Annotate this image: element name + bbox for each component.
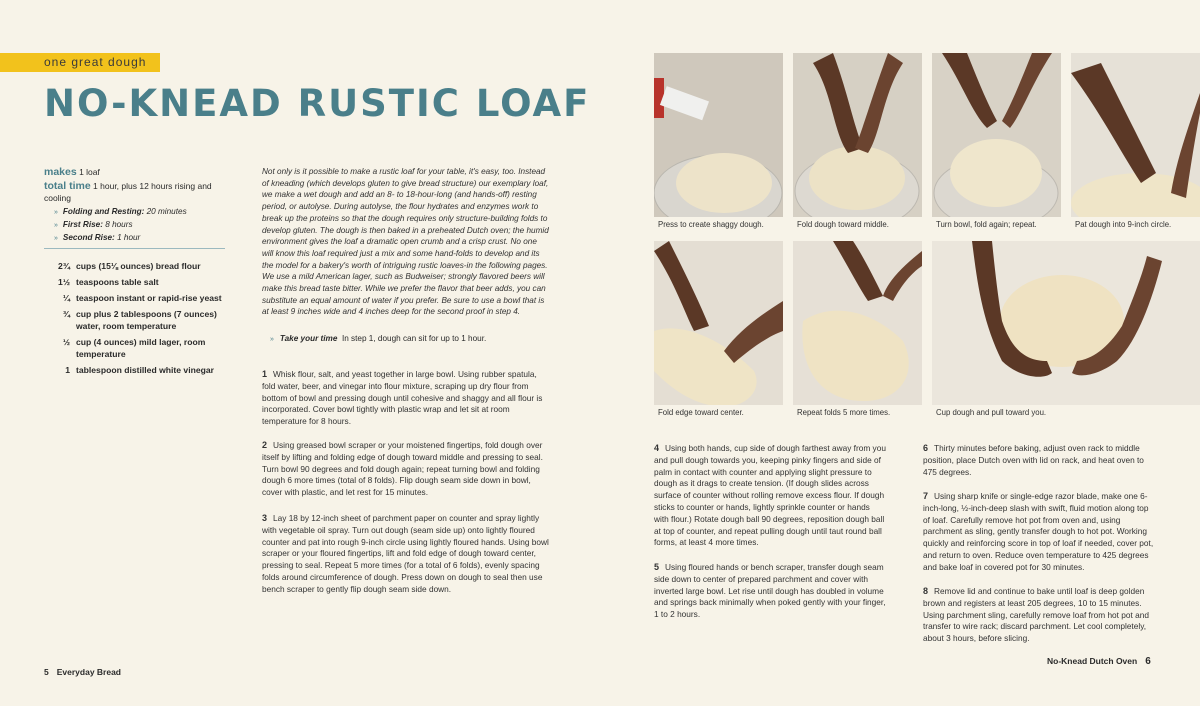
divider xyxy=(44,248,225,249)
ingredient-item xyxy=(44,292,234,304)
ingredient-text: cup (4 ounces) mild lager, room temperature xyxy=(76,337,206,359)
ingredient-qty: ½ xyxy=(62,337,70,347)
photo-caption: Press to create shaggy dough. xyxy=(654,217,783,233)
makes-value: 1 loaf xyxy=(79,167,100,177)
step-text: Remove lid and continue to bake until loaf is deep golden brown and registers at least 205 degrees, 10 to 15 minutes. Using parchment sling, carefully remove loaf from hot pot and transfer to wire rack; discard parchment. Let cool completely, about 3 hours, before slicing. xyxy=(923,586,1149,644)
step-text: Using greased bowl scraper or your moistened fingertips, fold dough over itself by lifting and folding edge of dough toward middle and pressing to seal. Turn bowl 90 degrees and fold dough again; repeat turning bowl and folding dough 6 more times (total of 8 folds). Flip dough seam side down in bowl, cover with plastic, and let rest for 15 minutes. xyxy=(262,440,543,498)
ingredient-qty: 2¾ xyxy=(58,261,70,271)
time-breakdown-item xyxy=(44,219,229,232)
makes-label: makes xyxy=(44,166,77,178)
time-value: 1 hour xyxy=(117,233,141,242)
ingredient-qty: ¼ xyxy=(62,293,70,303)
dough-counter-photo xyxy=(654,241,783,421)
step xyxy=(262,513,550,596)
ingredient-item xyxy=(44,364,234,376)
page-title: NO-KNEAD RUSTIC LOAF xyxy=(44,82,591,125)
ingredient-list xyxy=(44,260,234,380)
ingredient-qty: ¾ xyxy=(62,309,70,319)
section-tag: one great dough xyxy=(0,53,160,72)
step xyxy=(262,369,550,428)
ingredient-qty: 1½ xyxy=(58,277,70,287)
photo-step xyxy=(1071,53,1200,233)
dough-bowl-photo xyxy=(654,53,783,233)
time-label: Folding and Resting: xyxy=(62,207,145,216)
total-time-row xyxy=(44,180,229,204)
footer-title: Everyday Bread xyxy=(56,667,121,677)
step-number: 1 xyxy=(262,369,268,379)
tip xyxy=(270,333,560,345)
ingredient-text: teaspoons table salt xyxy=(76,277,159,287)
ingredient-item xyxy=(44,260,234,272)
makes-row xyxy=(44,166,229,178)
photo-caption: Cup dough and pull toward you. xyxy=(932,405,1200,421)
bullet-icon: » xyxy=(54,222,58,229)
step-number: 7 xyxy=(923,491,929,501)
ingredient-item xyxy=(44,276,234,288)
page-number: 5 xyxy=(44,667,49,677)
step-text: Whisk flour, salt, and yeast together in large bowl. Using rubber spatula, fold water, beer, and vinegar into flour mixture, scraping up dry flour from bottom of bowl and pressing dough until cohesive and shaggy and all flour is incorporated. Cover bowl tightly with plastic wrap and let sit at room temperature for 8 hours. xyxy=(262,369,543,427)
step-text: Using floured hands or bench scraper, transfer dough seam side down to center of prepared parchment and cover with inverted large bowl. Let rise until dough has doubled in volume and springs back minimally when poked gently with your finger, 1 to 2 hours. xyxy=(654,562,886,620)
step-text: Using sharp knife or single-edge razor blade, make one 6-inch-long, ½-inch-deep slash with swift, fluid motion along top of loaf. Carefully remove hot pot from oven and, using parchment as sling, gently transfer dough to hot pot. Working quickly and reinforcing score in top of loaf if needed, cover pot, and return to oven. Reduce oven temperature to 425 degrees and bake loaf in covered pot for 30 minutes. xyxy=(923,491,1154,572)
photo-step xyxy=(932,241,1200,421)
photo-step xyxy=(932,53,1061,233)
step-text: Lay 18 by 12-inch sheet of parchment paper on counter and spray lightly with vegetable oil spray. Turn out dough (seam side up) onto lightly floured counter and pat into rough 9-inch circle using lightly floured hands. Using bowl scraper or your floured fingertips, lift and fold edge of dough toward center, pressing to seal. Repeat 5 more times (for a total of 6 folds), evenly spacing folds around circumference of dough. Press down on dough to seal then use bench scraper to gently flip dough seam side down. xyxy=(262,513,549,594)
time-label: First Rise: xyxy=(62,220,103,229)
step xyxy=(923,443,1155,478)
bullet-icon: » xyxy=(54,235,58,242)
photo-step xyxy=(654,53,783,233)
step-number: 6 xyxy=(923,443,929,453)
step-number: 5 xyxy=(654,562,660,572)
dough-bowl-photo xyxy=(932,53,1061,233)
tip-label: Take your time xyxy=(279,334,338,343)
time-value: 8 hours xyxy=(105,220,133,229)
photo-caption: Turn bowl, fold again; repeat. xyxy=(932,217,1061,233)
page-number: 6 xyxy=(1145,656,1151,667)
total-time-label: total time xyxy=(44,180,91,192)
intro-text: Not only is it possible to make a rustic loaf for your table, it's easy, too. Instead of kneading (which develops gluten to give bread structure) our exemplary loaf, we make a wet dough and add an 8- to 18-hour-long (and hands-off) resting period, or autolyse. During autolyse, the flour hydrates and enzymes work to break up the proteins so that the dough requires only structure-building folds to develop gluten. The dough is then baked in a preheated Dutch oven; the humid environment gives the loaf a dramatic open crumb and a crisp crust. No one will know this loaf required just a mix and some hand-folds to develop and its the model for a bakery's worth of intriguing rustic loaves-in the following pages. We use a mild American lager, such as Budweiser; strongly flavored beers will make this bread taste bitter. While we prefer the flavor that beer adds, you can substitute an equal amount of water if you prefer. Be sure to use a bowl that is at least 9 inches wide and 4 inches deep for the second proof in step 4. xyxy=(262,167,549,317)
dough-counter-photo xyxy=(1071,53,1200,233)
ingredient-item xyxy=(44,336,234,360)
time-breakdown-item xyxy=(44,232,229,245)
photo-step xyxy=(793,53,922,233)
time-breakdown-item xyxy=(44,206,229,219)
photo-caption: Fold edge toward center. xyxy=(654,405,783,421)
time-label: Second Rise: xyxy=(62,233,115,242)
total-time-value: 1 hour, plus 12 hours rising and cooling xyxy=(44,181,212,203)
step xyxy=(262,440,550,499)
ingredient-text: cups (15⅛ ounces) bread flour xyxy=(76,261,201,271)
step xyxy=(923,491,1155,574)
dough-ball-photo xyxy=(932,241,1200,421)
step-text: Using both hands, cup side of dough farthest away from you and pull dough towards you, keeping pinky fingers and side of palm in contact with counter and applying slight pressure to dough as it drags to create tension. (If dough slides across surface of counter without rolling remove excess flour. If dough sticks to counter or hands, lightly sprinkle counter or hands with flour.) Rotate dough ball 90 degrees, reposition dough ball at top of counter, and repeat pulling dough until taut round ball forms, at least 4 more times. xyxy=(654,443,886,548)
footer-right xyxy=(1047,656,1151,667)
step xyxy=(654,562,886,621)
time-value: 20 minutes xyxy=(146,207,187,216)
dough-counter-photo xyxy=(793,241,922,421)
tip-text: In step 1, dough can sit for up to 1 hour. xyxy=(341,334,487,343)
ingredient-item xyxy=(44,308,234,332)
step-number: 4 xyxy=(654,443,660,453)
ingredient-text: tablespoon distilled white vinegar xyxy=(76,365,214,375)
footer-title: No-Knead Dutch Oven xyxy=(1047,656,1138,666)
dough-bowl-photo xyxy=(793,53,922,233)
photo-step xyxy=(793,241,922,421)
photo-caption: Fold dough toward middle. xyxy=(793,217,922,233)
photo-caption: Pat dough into 9-inch circle. xyxy=(1071,217,1200,233)
photo-caption: Repeat folds 5 more times. xyxy=(793,405,922,421)
bullet-icon: » xyxy=(54,209,58,216)
step-text: Thirty minutes before baking, adjust oven rack to middle position, place Dutch oven with lid on rack, and heat oven to 475 degrees. xyxy=(923,443,1144,477)
recipe-meta xyxy=(44,166,229,245)
bullet-icon: » xyxy=(270,336,274,343)
step-number: 3 xyxy=(262,513,268,523)
ingredient-qty: 1 xyxy=(65,365,70,375)
step xyxy=(923,586,1155,645)
step-number: 2 xyxy=(262,440,268,450)
step-number: 8 xyxy=(923,586,929,596)
ingredient-text: cup plus 2 tablespoons (7 ounces) water, room temperature xyxy=(76,309,217,331)
footer-left xyxy=(44,667,121,677)
ingredient-text: teaspoon instant or rapid-rise yeast xyxy=(76,293,222,303)
photo-step xyxy=(654,241,783,421)
step xyxy=(654,443,886,549)
